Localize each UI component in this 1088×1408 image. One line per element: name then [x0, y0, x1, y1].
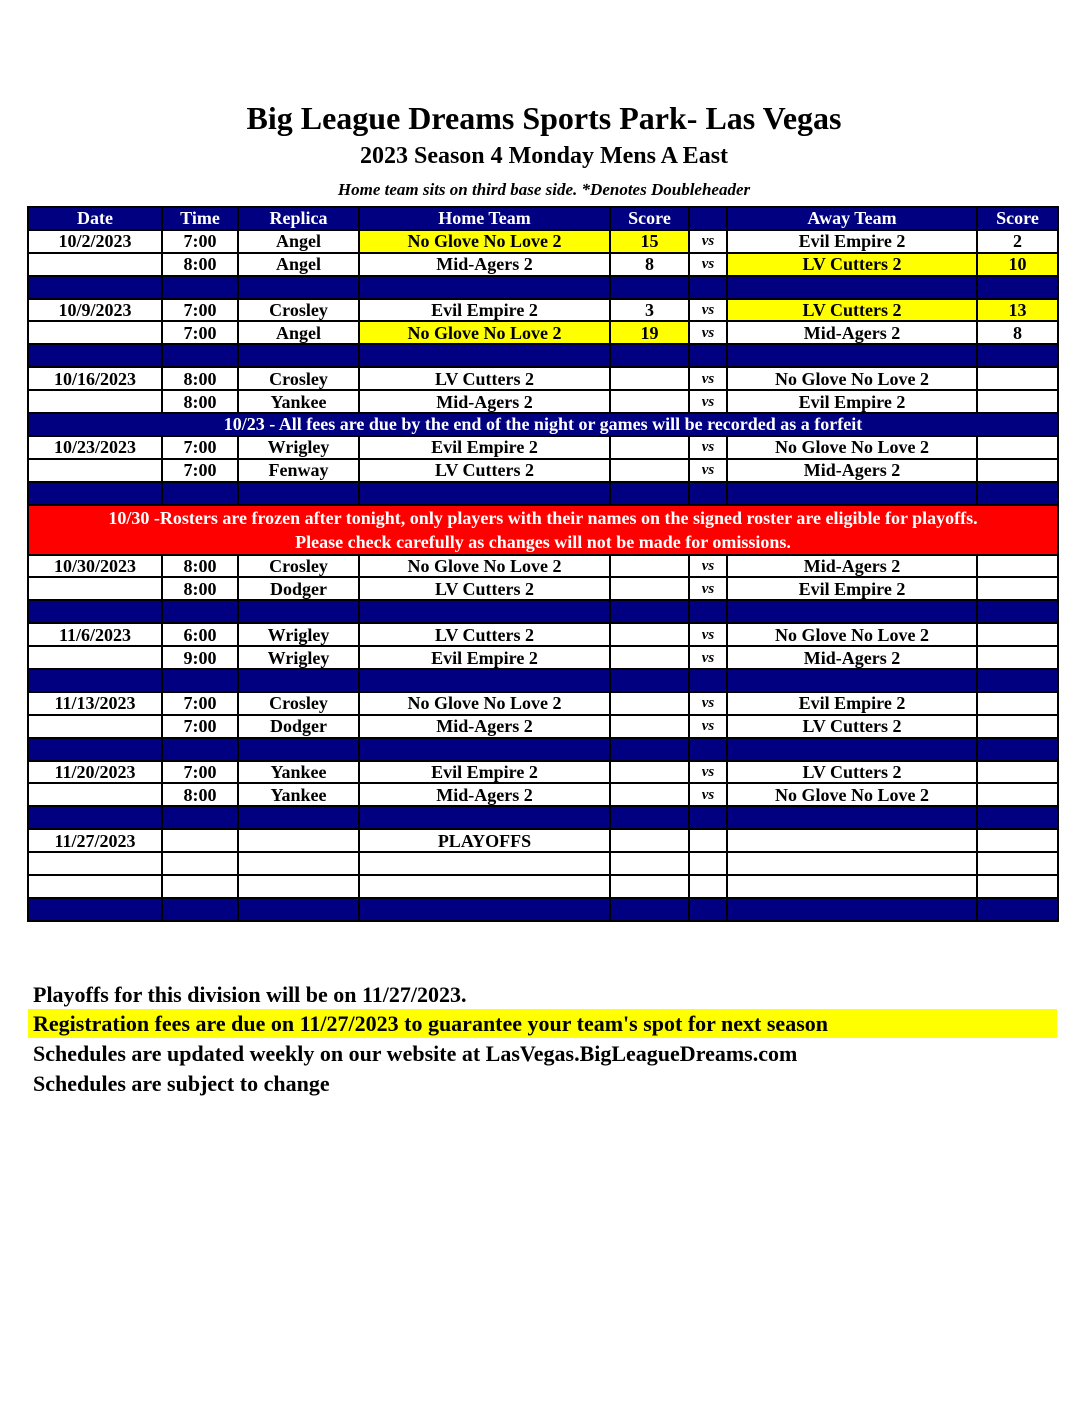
header-date: Date [28, 207, 162, 230]
spacer-cell [977, 600, 1058, 623]
spacer-cell [977, 669, 1058, 692]
field-name: Wrigley [238, 436, 359, 459]
game-date: 10/23/2023 [28, 436, 162, 459]
home-team: LV Cutters 2 [359, 367, 610, 390]
away-score [977, 623, 1058, 646]
home-team: Mid-Agers 2 [359, 715, 610, 738]
page-title: Big League Dreams Sports Park- Las Vegas [246, 100, 842, 136]
spacer-cell [689, 482, 727, 505]
home-score [610, 646, 689, 669]
spacer-cell [610, 276, 689, 299]
spacer-cell [610, 669, 689, 692]
table-row [28, 367, 1058, 390]
spacer-row [28, 806, 1058, 829]
home-team: No Glove No Love 2 [359, 230, 610, 253]
vs-label: vs [689, 577, 727, 600]
game-date: 10/2/2023 [28, 230, 162, 253]
field-name [238, 875, 359, 898]
away-score [977, 761, 1058, 784]
spacer-row [28, 669, 1058, 692]
game-date: 11/27/2023 [28, 829, 162, 852]
away-team: No Glove No Love 2 [727, 623, 977, 646]
away-score [977, 459, 1058, 482]
spacer-cell [727, 344, 977, 367]
table-row [28, 783, 1058, 806]
spacer-cell [162, 276, 238, 299]
home-score [610, 783, 689, 806]
home-team: LV Cutters 2 [359, 459, 610, 482]
spacer-cell [162, 344, 238, 367]
table-row [28, 230, 1058, 253]
away-team: LV Cutters 2 [727, 253, 977, 276]
spacer-cell [238, 898, 359, 921]
field-name: Crosley [238, 299, 359, 322]
game-time: 6:00 [162, 623, 238, 646]
game-time: 8:00 [162, 577, 238, 600]
field-name: Yankee [238, 783, 359, 806]
spacer-cell [238, 806, 359, 829]
spacer-cell [689, 806, 727, 829]
game-date [28, 253, 162, 276]
game-time: 9:00 [162, 646, 238, 669]
home-score: 15 [610, 230, 689, 253]
away-team [727, 829, 977, 852]
game-date: 10/30/2023 [28, 555, 162, 578]
spacer-cell [727, 600, 977, 623]
spacer-cell [162, 669, 238, 692]
game-time [162, 875, 238, 898]
game-time: 7:00 [162, 692, 238, 715]
spacer-cell [727, 806, 977, 829]
field-name: Wrigley [238, 646, 359, 669]
away-team: Mid-Agers 2 [727, 459, 977, 482]
away-score: 13 [977, 299, 1058, 322]
game-date: 10/9/2023 [28, 299, 162, 322]
vs-label: vs [689, 783, 727, 806]
game-date: 11/13/2023 [28, 692, 162, 715]
game-time: 7:00 [162, 436, 238, 459]
table-row [28, 253, 1058, 276]
away-score [977, 555, 1058, 578]
game-date [28, 646, 162, 669]
home-team: Evil Empire 2 [359, 761, 610, 784]
spacer-cell [610, 738, 689, 761]
spacer-cell [977, 738, 1058, 761]
header-vs [689, 207, 727, 230]
game-time: 7:00 [162, 321, 238, 344]
vs-label: vs [689, 761, 727, 784]
spacer-cell [359, 806, 610, 829]
spacer-cell [689, 600, 727, 623]
header-row [28, 207, 1058, 230]
away-team: Evil Empire 2 [727, 692, 977, 715]
home-team: Evil Empire 2 [359, 436, 610, 459]
table-row [28, 715, 1058, 738]
home-score: 19 [610, 321, 689, 344]
spacer-cell [977, 276, 1058, 299]
vs-label: vs [689, 253, 727, 276]
game-date: 11/20/2023 [28, 761, 162, 784]
away-team [727, 852, 977, 875]
field-name: Crosley [238, 555, 359, 578]
table-row [28, 623, 1058, 646]
roster-notice-line2: Please check carefully as changes will not be made for omissions. [295, 531, 791, 552]
vs-label: vs [689, 230, 727, 253]
home-score [610, 761, 689, 784]
spacer-cell [359, 276, 610, 299]
spacer-cell [238, 600, 359, 623]
away-score: 2 [977, 230, 1058, 253]
red-row [28, 505, 1058, 555]
field-name: Angel [238, 230, 359, 253]
away-score: 10 [977, 253, 1058, 276]
spacer-cell [977, 344, 1058, 367]
away-team: LV Cutters 2 [727, 761, 977, 784]
spacer-cell [727, 482, 977, 505]
away-team: No Glove No Love 2 [727, 367, 977, 390]
table-row [28, 390, 1058, 413]
spacer-cell [359, 738, 610, 761]
field-name [238, 852, 359, 875]
field-name: Angel [238, 253, 359, 276]
roster-notice-line1: 10/30 -Rosters are frozen after tonight, only players with their names on the signed roster are eligible for playoffs. [108, 507, 978, 528]
spacer-cell [359, 600, 610, 623]
game-date: 10/16/2023 [28, 367, 162, 390]
away-team: LV Cutters 2 [727, 715, 977, 738]
spacer-cell [689, 898, 727, 921]
home-score [610, 390, 689, 413]
away-score [977, 715, 1058, 738]
away-team: Evil Empire 2 [727, 577, 977, 600]
spacer-cell [359, 669, 610, 692]
home-team: Mid-Agers 2 [359, 253, 610, 276]
page-subtitle: 2023 Season 4 Monday Mens A East [359, 143, 729, 169]
spacer-cell [162, 482, 238, 505]
spacer-cell [689, 344, 727, 367]
home-team: LV Cutters 2 [359, 577, 610, 600]
away-score [977, 436, 1058, 459]
home-team: Mid-Agers 2 [359, 390, 610, 413]
home-score [610, 875, 689, 898]
spacer-cell [727, 738, 977, 761]
spacer-row [28, 898, 1058, 921]
field-name: Angel [238, 321, 359, 344]
spacer-cell [28, 738, 162, 761]
table-row [28, 852, 1058, 875]
vs-label [689, 875, 727, 898]
table-row [28, 459, 1058, 482]
vs-label: vs [689, 459, 727, 482]
game-time: 7:00 [162, 299, 238, 322]
field-name: Dodger [238, 715, 359, 738]
spacer-cell [610, 482, 689, 505]
game-time: 7:00 [162, 715, 238, 738]
game-date [28, 577, 162, 600]
spacer-cell [238, 276, 359, 299]
away-team: LV Cutters 2 [727, 299, 977, 322]
vs-label: vs [689, 555, 727, 578]
away-team: Mid-Agers 2 [727, 321, 977, 344]
table-row [28, 692, 1058, 715]
spacer-cell [162, 738, 238, 761]
game-time: 8:00 [162, 555, 238, 578]
home-score: 8 [610, 253, 689, 276]
vs-label: vs [689, 623, 727, 646]
table-row [28, 436, 1058, 459]
spacer-cell [162, 898, 238, 921]
field-name: Crosley [238, 692, 359, 715]
spacer-cell [162, 806, 238, 829]
spacer-cell [977, 482, 1058, 505]
table-row [28, 299, 1058, 322]
home-team: Mid-Agers 2 [359, 783, 610, 806]
field-name: Crosley [238, 367, 359, 390]
spacer-cell [28, 600, 162, 623]
spacer-cell [689, 738, 727, 761]
header-away-team: Away Team [727, 207, 977, 230]
spacer-cell [689, 669, 727, 692]
home-team: No Glove No Love 2 [359, 321, 610, 344]
game-time [162, 852, 238, 875]
playoffs-note: Playoffs for this division will be on 11/27/2023. [33, 982, 467, 1007]
table-row [28, 321, 1058, 344]
vs-label: vs [689, 692, 727, 715]
field-name: Wrigley [238, 623, 359, 646]
spacer-row [28, 482, 1058, 505]
away-score: 8 [977, 321, 1058, 344]
game-time [162, 829, 238, 852]
spacer-cell [28, 276, 162, 299]
field-name: Dodger [238, 577, 359, 600]
header-away-score: Score [977, 207, 1058, 230]
vs-label: vs [689, 646, 727, 669]
spacer-cell [610, 806, 689, 829]
spacer-cell [28, 669, 162, 692]
home-team: LV Cutters 2 [359, 623, 610, 646]
game-date [28, 715, 162, 738]
table-row [28, 577, 1058, 600]
home-team: No Glove No Love 2 [359, 555, 610, 578]
game-time: 8:00 [162, 783, 238, 806]
header-home-score: Score [610, 207, 689, 230]
home-score [610, 692, 689, 715]
header-replica: Replica [238, 207, 359, 230]
away-team [727, 875, 977, 898]
away-team: No Glove No Love 2 [727, 783, 977, 806]
game-time: 8:00 [162, 367, 238, 390]
header-home-team: Home Team [359, 207, 610, 230]
vs-label [689, 829, 727, 852]
spacer-cell [727, 669, 977, 692]
home-team [359, 852, 610, 875]
spacer-cell [28, 806, 162, 829]
spacer-cell [977, 806, 1058, 829]
spacer-row [28, 344, 1058, 367]
away-team: No Glove No Love 2 [727, 436, 977, 459]
away-team: Evil Empire 2 [727, 390, 977, 413]
spacer-cell [238, 738, 359, 761]
home-score [610, 436, 689, 459]
away-team: Evil Empire 2 [727, 230, 977, 253]
schedule-table [27, 206, 1059, 922]
home-score [610, 555, 689, 578]
home-score [610, 829, 689, 852]
roster-notice [28, 505, 1058, 555]
spacer-cell [28, 482, 162, 505]
spacer-cell [359, 898, 610, 921]
game-date [28, 875, 162, 898]
game-date [28, 852, 162, 875]
table-row [28, 829, 1058, 852]
spacer-row [28, 600, 1058, 623]
game-time: 8:00 [162, 253, 238, 276]
spacer-cell [610, 344, 689, 367]
table-row [28, 875, 1058, 898]
game-date [28, 390, 162, 413]
home-team-note: Home team sits on third base side. *Denotes Doubleheader [337, 180, 751, 199]
website-note: Schedules are updated weekly on our website at LasVegas.BigLeagueDreams.com [33, 1041, 798, 1066]
spacer-cell [28, 898, 162, 921]
subject-to-change-note: Schedules are subject to change [33, 1071, 330, 1096]
table-row [28, 646, 1058, 669]
vs-label: vs [689, 367, 727, 390]
game-date [28, 783, 162, 806]
away-score [977, 367, 1058, 390]
home-team: No Glove No Love 2 [359, 692, 610, 715]
game-time: 7:00 [162, 230, 238, 253]
home-score [610, 459, 689, 482]
spacer-cell [359, 344, 610, 367]
home-score: 3 [610, 299, 689, 322]
spacer-cell [162, 600, 238, 623]
spacer-cell [28, 344, 162, 367]
vs-label: vs [689, 390, 727, 413]
field-name: Yankee [238, 761, 359, 784]
away-score [977, 829, 1058, 852]
home-team: Evil Empire 2 [359, 646, 610, 669]
away-score [977, 692, 1058, 715]
home-score [610, 623, 689, 646]
away-score [977, 577, 1058, 600]
away-score [977, 390, 1058, 413]
game-time: 8:00 [162, 390, 238, 413]
vs-label: vs [689, 299, 727, 322]
spacer-row [28, 738, 1058, 761]
game-date [28, 321, 162, 344]
header-time: Time [162, 207, 238, 230]
away-team: Mid-Agers 2 [727, 646, 977, 669]
away-team: Mid-Agers 2 [727, 555, 977, 578]
game-date [28, 459, 162, 482]
table-row [28, 555, 1058, 578]
spacer-cell [238, 482, 359, 505]
away-score [977, 646, 1058, 669]
away-score [977, 875, 1058, 898]
spacer-cell [359, 482, 610, 505]
home-score [610, 715, 689, 738]
spacer-cell [689, 276, 727, 299]
home-team [359, 875, 610, 898]
away-score [977, 852, 1058, 875]
registration-note: Registration fees are due on 11/27/2023 to guarantee your team's spot for next season [28, 1009, 1057, 1038]
home-score [610, 577, 689, 600]
home-score [610, 367, 689, 390]
spacer-cell [977, 898, 1058, 921]
game-date: 11/6/2023 [28, 623, 162, 646]
home-team: PLAYOFFS [359, 829, 610, 852]
spacer-cell [610, 600, 689, 623]
spacer-cell [238, 344, 359, 367]
spacer-cell [238, 669, 359, 692]
spacer-cell [727, 276, 977, 299]
vs-label: vs [689, 321, 727, 344]
notice-row [28, 413, 1058, 436]
spacer-cell [610, 898, 689, 921]
home-team: Evil Empire 2 [359, 299, 610, 322]
away-score [977, 783, 1058, 806]
home-score [610, 852, 689, 875]
game-time: 7:00 [162, 459, 238, 482]
spacer-cell [727, 898, 977, 921]
field-name: Yankee [238, 390, 359, 413]
vs-label [689, 852, 727, 875]
field-name: Fenway [238, 459, 359, 482]
field-name [238, 829, 359, 852]
table-row [28, 761, 1058, 784]
fees-notice: 10/23 - All fees are due by the end of the night or games will be recorded as a forfeit [28, 413, 1058, 436]
vs-label: vs [689, 436, 727, 459]
vs-label: vs [689, 715, 727, 738]
game-time: 7:00 [162, 761, 238, 784]
spacer-row [28, 276, 1058, 299]
